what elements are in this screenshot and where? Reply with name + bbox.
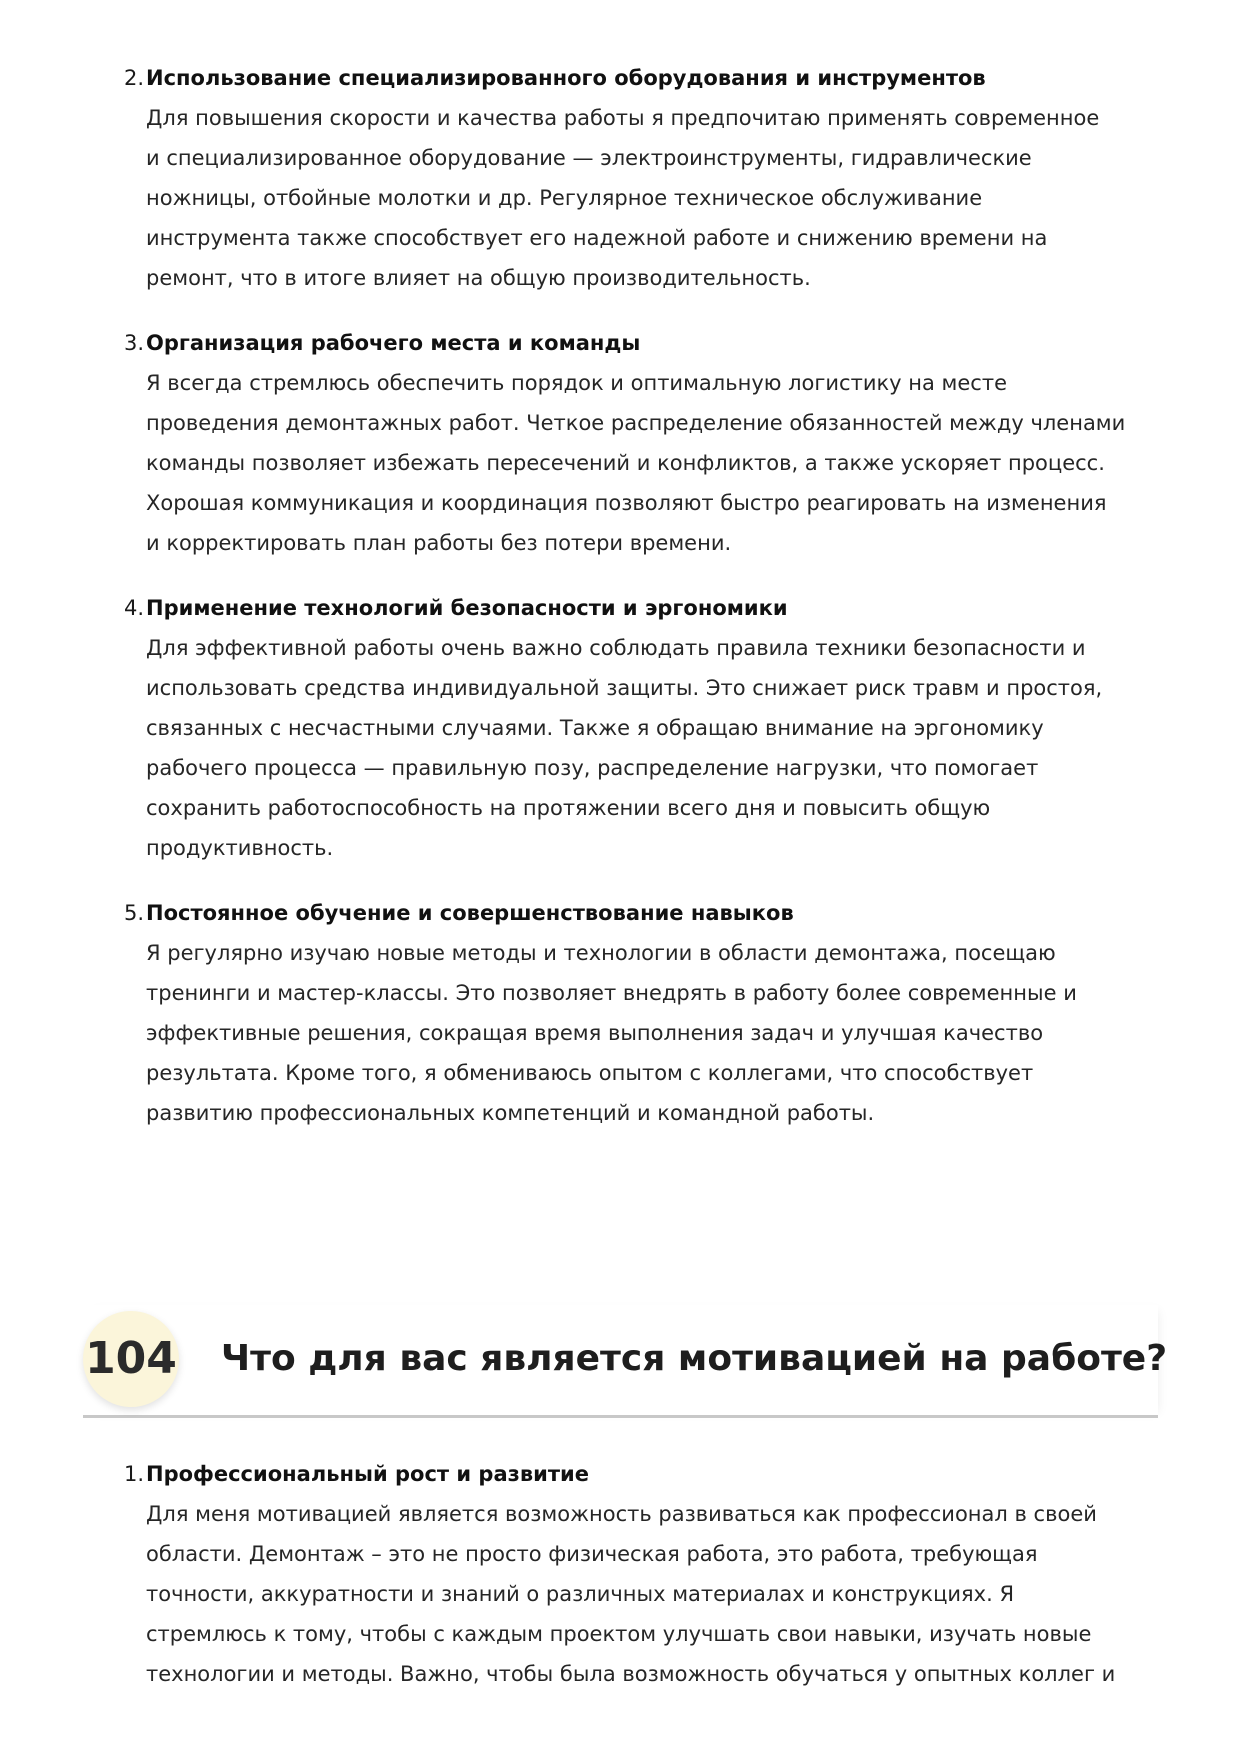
body-line: Я регулярно изучаю новые методы и технологии в области демонтажа, посещаю (146, 941, 1056, 965)
question-number-badge: 104 (83, 1311, 179, 1407)
body-line: Я всегда стремлюсь обеспечить порядок и оптимальную логистику на месте (146, 371, 1007, 395)
list-item (0, 588, 1156, 868)
item-body (146, 98, 1156, 298)
body-line: технологии и методы. Важно, чтобы была возможность обучаться у опытных коллег и (146, 1662, 1116, 1686)
item-title: Постоянное обучение и совершенствование навыков (146, 901, 794, 925)
list-item (0, 323, 1156, 563)
item-body (146, 363, 1156, 563)
item-title: Профессиональный рост и развитие (146, 1462, 589, 1486)
item-number: 4. (123, 596, 144, 620)
body-line: команды позволяет избежать пересечений и конфликтов, а также ускоряет процесс. (146, 451, 1105, 475)
list-item (0, 1454, 1156, 1694)
body-line: инструмента также способствует его надежной работе и снижению времени на (146, 226, 1048, 250)
body-line: связанных с несчастными случаями. Также я обращаю внимание на эргономику (146, 716, 1044, 740)
body-line: и корректировать план работы без потери времени. (146, 531, 732, 555)
body-line: Для эффективной работы очень важно соблюдать правила техники безопасности и (146, 636, 1086, 660)
body-line: области. Демонтаж – это не просто физическая работа, это работа, требующая (146, 1542, 1038, 1566)
body-line: и специализированное оборудование — электроинструменты, гидравлические (146, 146, 1032, 170)
item-title: Использование специализированного оборудования и инструментов (146, 66, 986, 90)
question-title: Что для вас является мотивацией на работе? (221, 1338, 1168, 1379)
question-header (83, 1305, 1168, 1418)
item-body (146, 1494, 1156, 1694)
body-line: продуктивность. (146, 836, 334, 860)
body-line: ножницы, отбойные молотки и др. Регулярное техническое обслуживание (146, 186, 983, 210)
item-body (146, 628, 1156, 868)
body-line: стремлюсь к тому, чтобы с каждым проектом улучшать свои навыки, изучать новые (146, 1622, 1092, 1646)
item-number: 5. (123, 901, 144, 925)
body-line: сохранить работоспособность на протяжении всего дня и повысить общую (146, 796, 991, 820)
body-line: проведения демонтажных работ. Четкое распределение обязанностей между членами (146, 411, 1126, 435)
item-number: 1. (123, 1462, 144, 1486)
body-line: точности, аккуратности и знаний о различных материалах и конструкциях. Я (146, 1582, 1015, 1606)
body-line: результата. Кроме того, я обмениваюсь опытом с коллегами, что способствует (146, 1061, 1034, 1085)
answer-list-bottom (0, 1454, 1156, 1719)
body-line: эффективные решения, сокращая время выполнения задач и улучшая качество (146, 1021, 1044, 1045)
body-line: тренинги и мастер-классы. Это позволяет внедрять в работу более современные и (146, 981, 1077, 1005)
body-line: рабочего процесса — правильную позу, распределение нагрузки, что помогает (146, 756, 1039, 780)
body-line: ремонт, что в итоге влияет на общую производительность. (146, 266, 811, 290)
item-number: 3. (123, 331, 144, 355)
body-line: Хорошая коммуникация и координация позволяют быстро реагировать на изменения (146, 491, 1107, 515)
body-line: Для повышения скорости и качества работы я предпочитаю применять современное (146, 106, 1100, 130)
body-line: развитию профессиональных компетенций и командной работы. (146, 1101, 875, 1125)
item-title: Организация рабочего места и команды (146, 331, 641, 355)
item-body (146, 933, 1156, 1133)
answer-list-top (0, 58, 1156, 1158)
body-line: использовать средства индивидуальной защиты. Это снижает риск травм и простоя, (146, 676, 1103, 700)
item-number: 2. (123, 66, 144, 90)
list-item (0, 58, 1156, 298)
list-item (0, 893, 1156, 1133)
body-line: Для меня мотивацией является возможность развиваться как профессионал в своей (146, 1502, 1097, 1526)
item-title: Применение технологий безопасности и эргономики (146, 596, 788, 620)
